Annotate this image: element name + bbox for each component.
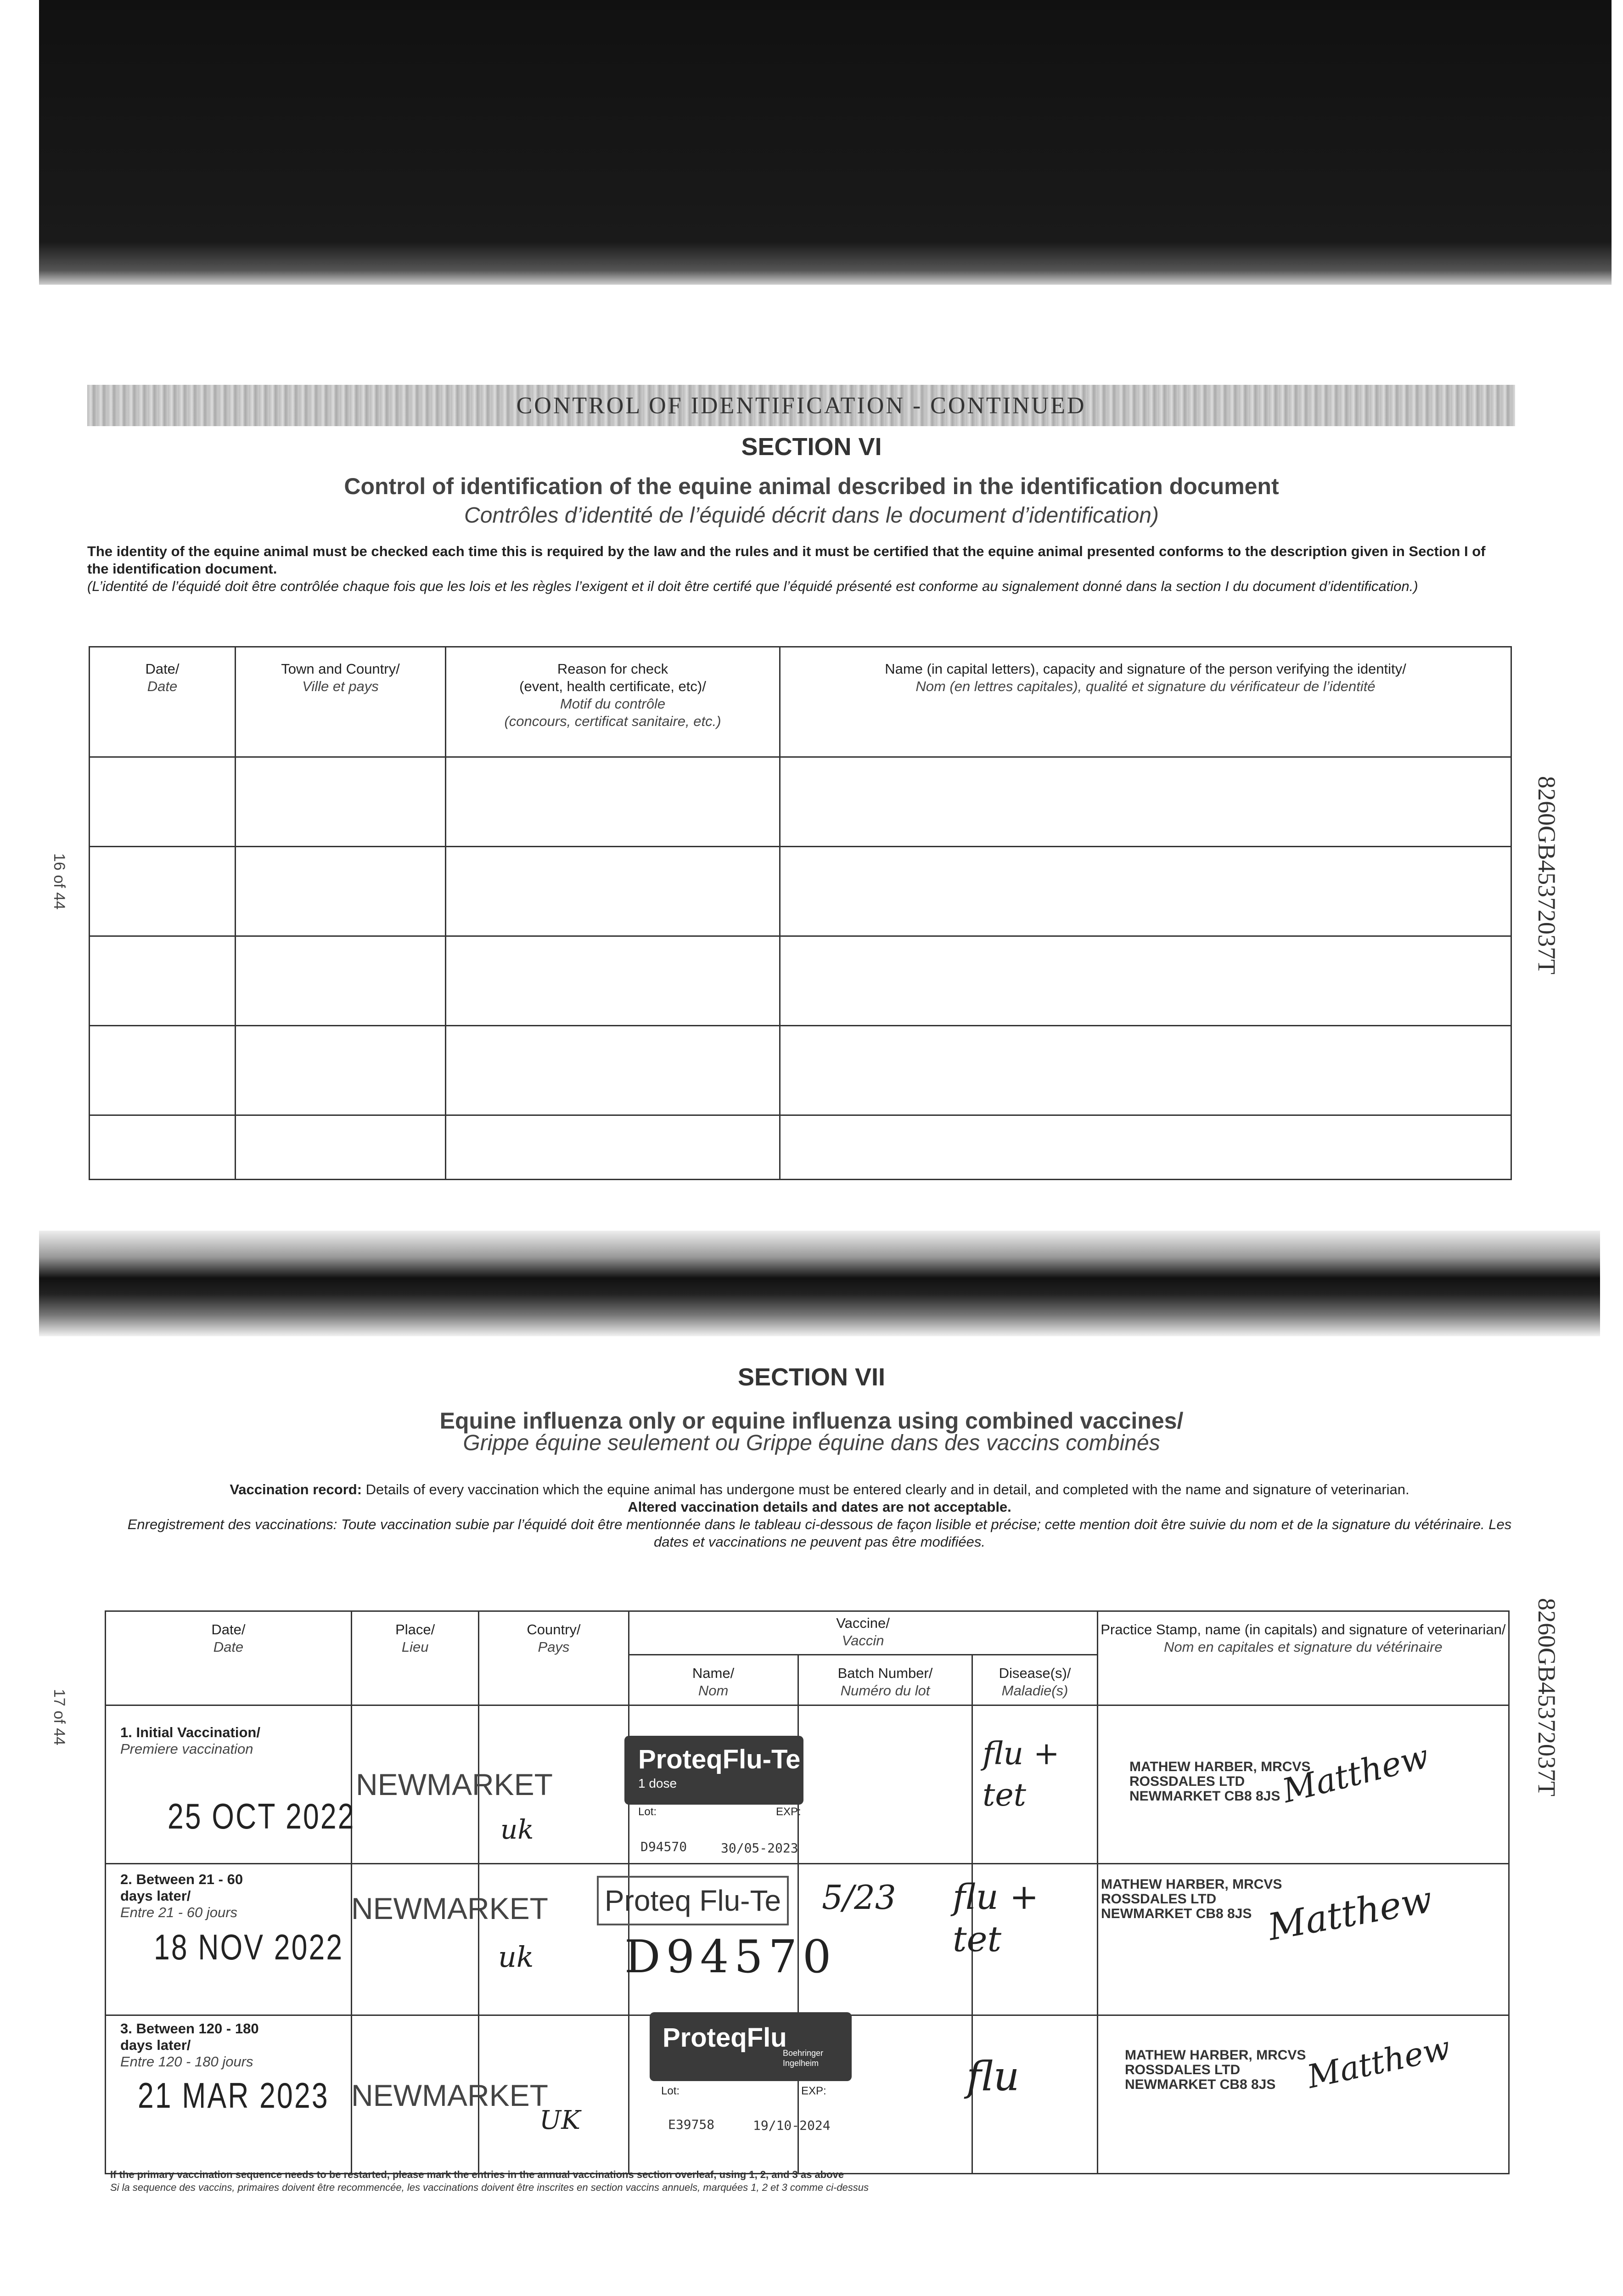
row2-disease: flu + tet <box>953 1876 1039 1959</box>
row3-vet-stamp: MATHEW HARBER, MRCVS ROSSDALES LTD NEWMARKET CB8 8JS <box>1125 2048 1306 2092</box>
cell[interactable] <box>90 1026 236 1115</box>
cell[interactable] <box>446 847 780 936</box>
row1-lot-label: Lot: <box>638 1806 657 1818</box>
cell[interactable] <box>236 1026 446 1115</box>
cell[interactable] <box>90 847 236 936</box>
section-band <box>87 385 1515 426</box>
page-number-16: 16 of 44 <box>51 853 68 910</box>
row3-lot-label: Lot: <box>661 2085 680 2097</box>
band-label: CONTROL OF IDENTIFICATION - CONTINUED <box>516 392 1086 419</box>
section6-intro-en: The identity of the equine animal must be checked each time this is required by the law and the rules and it must be certified that the equine animal presented conforms to the description given in Section I of the identification document. <box>87 543 1486 577</box>
row1-country: uk <box>500 1814 534 1845</box>
record-label: Vaccination record: <box>230 1481 362 1497</box>
row2-date-stamp: 18 NOV 2022 <box>154 1927 344 1967</box>
cell[interactable] <box>351 1864 479 2015</box>
vcol-country: Country/ Pays <box>479 1611 629 1705</box>
cell[interactable] <box>780 936 1511 1026</box>
row3-disease: flu <box>966 2053 1020 2100</box>
row2-batch: D94570 <box>624 1931 837 1983</box>
identity-check-table <box>89 646 1512 1180</box>
cell[interactable] <box>236 936 446 1026</box>
record-fr-label: Enregistrement <box>127 1516 224 1532</box>
row1-vaccine-name: ProteqFlu-Te <box>638 1745 801 1774</box>
row3-signature: Matthew <box>1303 2029 1454 2096</box>
row3-country: UK <box>539 2105 581 2135</box>
col-reason: Reason for check (event, health certificate, etc)/ Motif du contrôle (concours, certificat sanitaire, etc.) <box>446 647 780 757</box>
row2-label: 2. Between 21 - 60 days later/ Entre 21 - 60 jours <box>120 1871 243 1920</box>
row2-vet-stamp: MATHEW HARBER, MRCVS ROSSDALES LTD NEWMARKET CB8 8JS <box>1101 1877 1282 1921</box>
section6-heading-fr: Contrôles d’identité de l’équidé décrit dans le document d’identification) <box>464 503 1159 528</box>
row3-date-stamp: 21 MAR 2023 <box>138 2075 329 2116</box>
row2-batch-date: 5/23 <box>822 1878 896 1917</box>
row1-signature: Matthew <box>1278 1736 1433 1811</box>
row2-signature: Matthew <box>1264 1878 1436 1949</box>
row3-brand: Boehringer Ingelheim <box>783 2048 824 2068</box>
row1-dose: 1 dose <box>638 1776 677 1790</box>
cell[interactable] <box>236 1115 446 1180</box>
section6-intro-fr: (L’identité de l’équidé doit être contrôlée chaque fois que les lois et les règles l’exigent et il doit être certifé que l’équidé présenté est conforme au signalement donné dans la section I du document d’identification.) <box>87 578 1418 594</box>
row3-exp-label: EXP: <box>801 2085 826 2097</box>
row1-expiry: 30/05-2023 <box>721 1840 798 1856</box>
row3-label: 3. Between 120 - 180 days later/ Entre 120 - 180 jours <box>120 2020 259 2070</box>
row2-place: NEWMARKET <box>351 1891 548 1925</box>
section7-heading: Equine influenza only or equine influenza using combined vaccines/ <box>439 1408 1184 1434</box>
vcol-date: Date/ Date <box>106 1611 352 1705</box>
section7-heading-fr: Grippe équine seulement ou Grippe équine dans des vaccins combinés <box>463 1431 1160 1455</box>
vcol-practice: Practice Stamp, name (in capitals) and signature of veterinarian/ Nom en capitales et signature du vétérinaire <box>1097 1611 1509 1705</box>
section6-title: SECTION VI <box>741 433 882 461</box>
section7-title: SECTION VII <box>737 1363 886 1391</box>
cell[interactable] <box>780 757 1511 847</box>
cell[interactable] <box>780 1026 1511 1115</box>
cell[interactable] <box>236 757 446 847</box>
row1-label: 1. Initial Vaccination/ Premiere vaccination <box>120 1724 260 1757</box>
row1-exp-label: EXP: <box>776 1806 801 1818</box>
cell[interactable] <box>236 847 446 936</box>
vcol-disease: Disease(s)/ Maladie(s) <box>972 1655 1097 1705</box>
cell[interactable] <box>446 936 780 1026</box>
row1-vet-stamp: MATHEW HARBER, MRCVS ROSSDALES LTD NEWMARKET CB8 8JS <box>1129 1759 1311 1804</box>
cell[interactable] <box>90 757 236 847</box>
row3-vaccine-name: ProteqFlu <box>663 2023 787 2053</box>
cell[interactable] <box>90 936 236 1026</box>
row3-vaccine-label <box>650 2012 852 2081</box>
cell[interactable] <box>780 1115 1511 1180</box>
page-fold-shadow <box>39 1231 1600 1336</box>
row1-date-stamp: 25 OCT 2022 <box>168 1796 355 1836</box>
row2-country: uk <box>498 1940 534 1974</box>
cell[interactable] <box>798 1705 972 1864</box>
side-id-bottom: 8260GB45372037T <box>1533 1598 1561 1796</box>
col-date: Date/ Date <box>90 647 236 757</box>
cell[interactable] <box>780 847 1511 936</box>
vcol-batch: Batch Number/ Numéro du lot <box>798 1655 972 1705</box>
page-number-17: 17 of 44 <box>51 1689 68 1745</box>
record-text2: Altered vaccination details and dates are not acceptable. <box>628 1499 1011 1515</box>
row2-vaccine-stamp: Proteq Flu-Te <box>597 1876 789 1925</box>
row1-batch: D94570 <box>640 1839 687 1854</box>
redacted-scan-area <box>39 0 1612 285</box>
row1-vaccine-label <box>624 1736 803 1805</box>
cell[interactable] <box>446 757 780 847</box>
cell[interactable] <box>446 1026 780 1115</box>
row1-disease: flu + tet <box>983 1736 1060 1813</box>
col-town: Town and Country/ Ville et pays <box>236 647 446 757</box>
row3-batch: E39758 <box>668 2117 715 2132</box>
side-id-top: 8260GB45372037T <box>1533 776 1561 974</box>
record-text: Details of every vaccination which the equine animal has undergone must be entered clearly and in detail, and completed with the name and signature of veterinarian. <box>365 1481 1410 1497</box>
record-fr: des vaccinations: Toute vaccination subie par l’équidé doit être mentionnée dans le tableau ci-dessous de façon lisible et précise; cette mention doit être suivie du nom et de la signature du vétérinaire. Les dates et vaccinations ne peuvent pas être modifiées. <box>228 1516 1512 1550</box>
vcol-vaccine: Vaccine/ Vaccin <box>629 1611 1097 1655</box>
col-verifier: Name (in capital letters), capacity and signature of the person verifying the identity/ Nom (en lettres capitales), qualité et signature du vérificateur de l’identité <box>780 647 1511 757</box>
row3-expiry: 19/10-2024 <box>753 2118 831 2133</box>
vcol-place: Place/ Lieu <box>351 1611 479 1705</box>
row1-place: NEWMARKET <box>356 1767 553 1801</box>
cell[interactable] <box>90 1115 236 1180</box>
row3-place: NEWMARKET <box>351 2078 548 2112</box>
footnote: If the primary vaccination sequence needs to be restarted, please mark the entries in the annual vaccinations section overleaf, using 1, 2, and 3 as above Si la sequence des vaccins, primaires doivent être recommencée, les vaccinations doivent être inscrites en section vaccins annuels, marquées 1, 2 et 3 comme ci-dessus <box>110 2169 869 2193</box>
section6-heading: Control of identification of the equine animal described in the identification document <box>344 473 1279 499</box>
cell[interactable] <box>446 1115 780 1180</box>
vcol-name: Name/ Nom <box>629 1655 798 1705</box>
section6-intro <box>87 543 1492 595</box>
vaccination-record-text <box>117 1481 1522 1551</box>
